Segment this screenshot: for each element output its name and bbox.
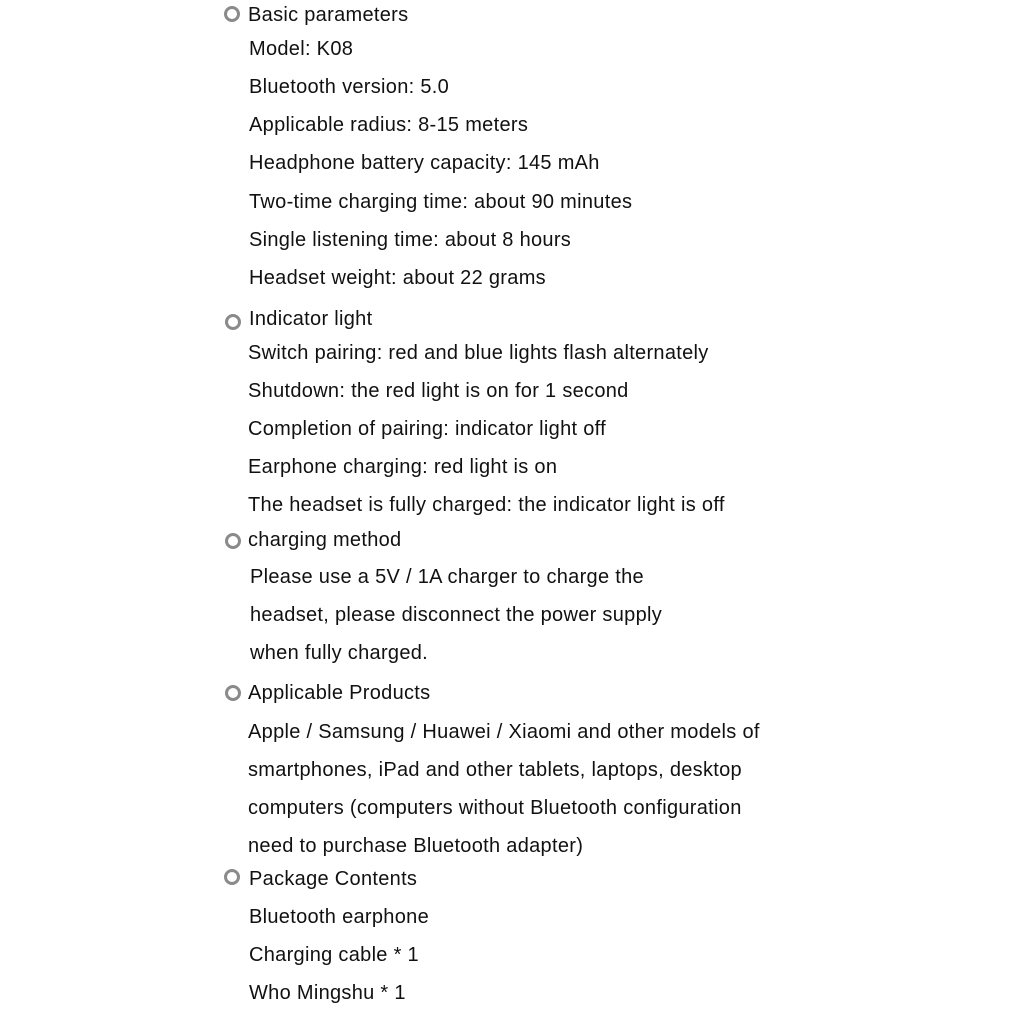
charging-line: when fully charged. — [250, 642, 429, 664]
spec-line: Headset weight: about 22 grams — [249, 267, 546, 289]
charging-line: headset, please disconnect the power supply — [250, 604, 663, 626]
package-line: Charging cable * 1 — [249, 944, 419, 966]
section-heading-basic-parameters: Basic parameters — [248, 4, 409, 26]
indicator-line: Completion of pairing: indicator light off — [248, 418, 606, 440]
spec-line: Bluetooth version: 5.0 — [249, 76, 450, 98]
bullet-circle-icon — [225, 685, 241, 701]
bullet-circle-icon — [225, 314, 241, 330]
package-line: Bluetooth earphone — [249, 906, 429, 928]
spec-line: Headphone battery capacity: 145 mAh — [249, 152, 600, 174]
indicator-line: The headset is fully charged: the indicator light is off — [248, 494, 725, 516]
indicator-line: Shutdown: the red light is on for 1 second — [248, 380, 629, 402]
spec-line: Single listening time: about 8 hours — [249, 229, 572, 251]
spec-line: Two-time charging time: about 90 minutes — [249, 191, 633, 213]
bullet-circle-icon — [225, 533, 241, 549]
bullet-circle-icon — [224, 869, 240, 885]
products-line: need to purchase Bluetooth adapter) — [248, 835, 584, 857]
section-heading-indicator-light: Indicator light — [249, 308, 373, 330]
section-heading-package-contents: Package Contents — [249, 868, 418, 890]
package-line: Who Mingshu * 1 — [249, 982, 406, 1004]
indicator-line: Earphone charging: red light is on — [248, 456, 558, 478]
products-line: smartphones, iPad and other tablets, laptops, desktop — [248, 759, 742, 781]
section-heading-applicable-products: Applicable Products — [248, 682, 431, 704]
bullet-circle-icon — [224, 6, 240, 22]
charging-line: Please use a 5V / 1A charger to charge the — [250, 566, 644, 588]
products-line: Apple / Samsung / Huawei / Xiaomi and other models of — [248, 721, 760, 743]
section-heading-charging-method: charging method — [248, 529, 402, 551]
spec-line: Model: K08 — [249, 38, 354, 60]
indicator-line: Switch pairing: red and blue lights flash alternately — [248, 342, 709, 364]
products-line: computers (computers without Bluetooth configuration — [248, 797, 742, 819]
spec-line: Applicable radius: 8-15 meters — [249, 114, 529, 136]
